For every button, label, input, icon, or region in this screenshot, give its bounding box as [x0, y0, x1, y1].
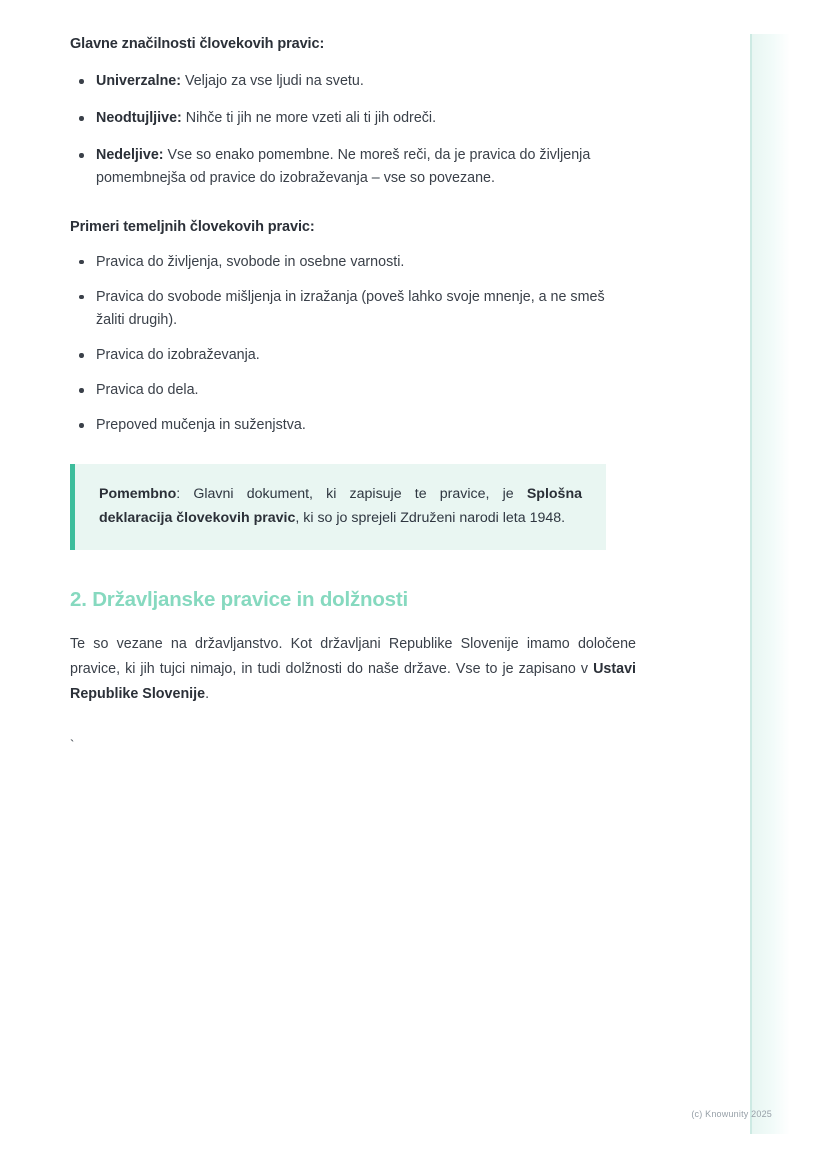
- callout-label: Pomembno: [99, 485, 177, 502]
- list-item: Prepoved mučenja in suženjstva.: [70, 414, 636, 437]
- callout-text: [99, 482, 582, 531]
- list-item: Pravica do dela.: [70, 379, 636, 402]
- callout-strong: Splošna deklaracija človekovih pravic: [99, 485, 582, 526]
- feature-text: Nihče ti jih ne more vzeti ali ti jih odreči.: [181, 110, 437, 127]
- important-callout: [70, 464, 606, 551]
- feature-term: Nedeljive:: [96, 147, 164, 164]
- paragraph-part2: .: [205, 686, 210, 703]
- paragraph-part1: Te so vezane na državljanstvo. Kot državljani Republike Slovenije imamo določene pravice, ki jih tujci nimajo, in tudi dolžnosti do naše države. Vse to je zapisano v: [70, 636, 636, 678]
- list-item: [70, 107, 636, 130]
- page-side-rule: [750, 34, 752, 1134]
- stray-character: `: [70, 737, 75, 753]
- list-item: [70, 144, 636, 190]
- list-item: Pravica do svobode mišljenja in izražanja (poveš lahko svoje mnenje, a ne smeš žaliti drugih).: [70, 286, 636, 332]
- features-list: [70, 70, 636, 191]
- paragraph-strong: Ustavi Republike Slovenije: [70, 661, 636, 703]
- callout-part1: : Glavni dokument, ki zapisuje te pravice, je: [176, 485, 527, 502]
- feature-text: Veljajo za vse ljudi na svetu.: [181, 73, 364, 89]
- examples-heading: Primeri temeljnih človekovih pravic:: [70, 218, 315, 235]
- list-item: Pravica do izobraževanja.: [70, 344, 636, 367]
- examples-list: [70, 251, 636, 438]
- page-footer: (c) Knowunity 2025: [691, 1109, 772, 1119]
- callout-part2: , ki so jo sprejeli Združeni narodi leta 1948.: [295, 509, 566, 526]
- feature-term: Neodtujljive:: [96, 110, 182, 127]
- body-paragraph: [70, 632, 636, 707]
- list-item: [70, 70, 636, 93]
- document-content: [70, 36, 636, 752]
- chapter-title: 2. Državljanske pravice in dolžnosti: [70, 588, 409, 612]
- page-side-decoration: [752, 34, 790, 1134]
- list-item: Pravica do življenja, svobode in osebne varnosti.: [70, 251, 636, 274]
- features-heading: Glavne značilnosti človekovih pravic:: [70, 36, 325, 52]
- feature-term: Univerzalne:: [96, 73, 182, 89]
- feature-text: Vse so enako pomembne. Ne moreš reči, da je pravica do življenja pomembnejša od pravice do izobraževanja – vse so povezane.: [96, 147, 591, 187]
